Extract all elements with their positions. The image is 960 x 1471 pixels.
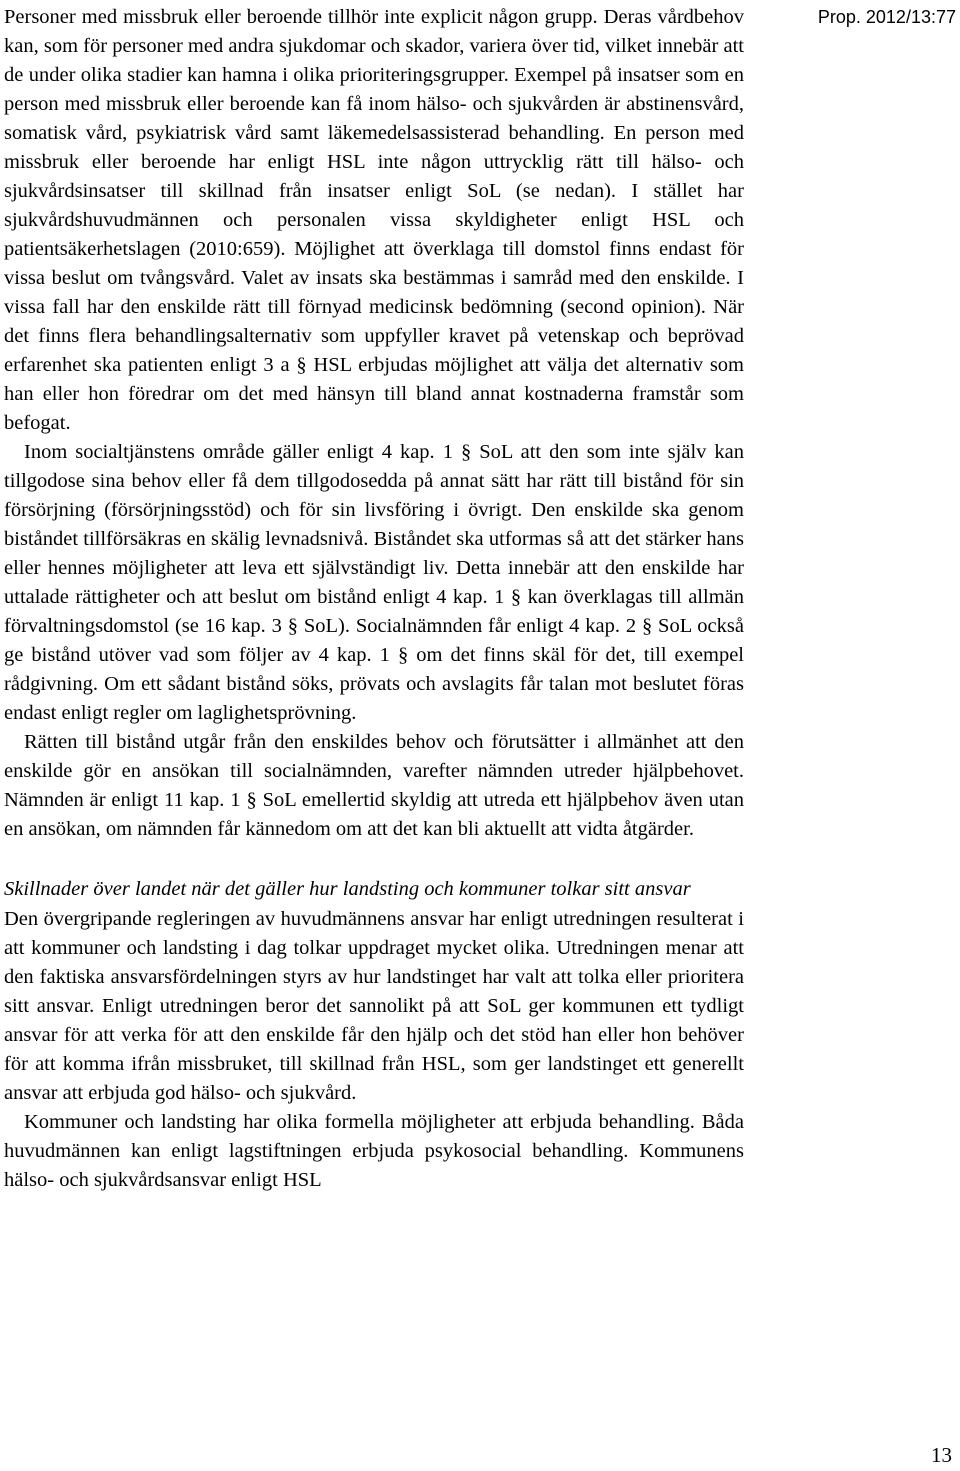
body-paragraph: Rätten till bistånd utgår från den enskildes behov och förutsätter i allmänhet att den enskilde gör en ansökan till socialnämnden, varefter nämnden utreder hjälpbehovet. Nämnden är enligt 11 kap. 1 § SoL emellertid skyldig att utreda ett hjälpbehov även utan en ansökan, om nämnden får kännedom om att det kan bli aktuellt att vidta åtgärder. [4, 731, 744, 840]
body-paragraph: Personer med missbruk eller beroende tillhör inte explicit någon grupp. Deras vårdbehov kan, som för personer med andra sjukdomar och skador, variera över tid, vilket innebär att de under olika stadier kan hamna i olika prioriteringsgrupper. Exempel på insatser som en person med missbruk eller beroende kan få inom hälso- och sjukvården är abstinensvård, somatisk vård, psykiatrisk vård samt läkemedelsassisterad behandling. En person med missbruk eller beroende har enligt HSL inte någon uttrycklig rätt till hälso- och sjukvårdsinsatser till skillnad från insatser enligt SoL (se nedan). I stället har sjukvårdshuvudmännen och personalen vissa skyldigheter enligt HSL och patientsäkerhetslagen (2010:659). Möjlighet att överklaga till domstol finns endast för vissa beslut om tvångsvård. Valet av insats ska bestämmas i samråd med den enskilde. I vissa fall har den enskilde rätt till förnyad medicinsk bedömning (second opinion). När det finns flera behandlingsalternativ som uppfyller kravet på vetenskap och beprövad erfarenhet ska patienten enligt 3 a § HSL erbjudas möjlighet att välja det alternativ som han eller hon föredrar om det med hänsyn till bland annat kostnaderna framstår som befogat. [4, 6, 744, 434]
proposition-reference: Prop. 2012/13:77 [817, 7, 956, 27]
page-number: 13 [931, 1443, 952, 1467]
section-heading: Skillnader över landet när det gäller hur landsting och kommuner tolkar sitt ansvar [4, 878, 691, 900]
body-paragraph: Den övergripande regleringen av huvudmännens ansvar har enligt utredningen resulterat i att kommuner och landsting i dag tolkar uppdraget mycket olika. Utredningen menar att den faktiska ansvarsfördelningen styrs av hur landstinget har valt att tolka eller prioritera sitt ansvar. Enligt utredningen beror det sannolikt på att SoL ger kommunen ett tydligt ansvar för att verka för att den enskilde får den hjälp och det stöd han eller hon behöver för att komma ifrån missbruket, till skillnad från HSL, som ger landstinget ett generellt ansvar att erbjuda god hälso- och sjukvård. [4, 908, 744, 1104]
body-paragraph: Kommuner och landsting har olika formella möjligheter att erbjuda behandling. Båda huvudmännen kan enligt lagstiftningen erbjuda psykosocial behandling. Kommunens hälso- och sjukvårdsansvar enligt HSL [4, 1111, 744, 1191]
body-text-column [4, 3, 744, 1195]
body-paragraph: Inom socialtjänstens område gäller enligt 4 kap. 1 § SoL att den som inte själv kan tillgodose sina behov eller få dem tillgodosedda på annat sätt har rätt till bistånd för sin försörjning (försörjningsstöd) och för sin livsföring i övrigt. Den enskilde ska genom biståndet tillförsäkras en skälig levnadsnivå. Biståndet ska utformas så att det stärker hans eller hennes möjligheter att leva ett självständigt liv. Detta innebär att den enskilde har uttalade rättigheter och att beslut om bistånd enligt 4 kap. 1 § kan överklagas till allmän förvaltningsdomstol (se 16 kap. 3 § SoL). Socialnämnden får enligt 4 kap. 2 § SoL också ge bistånd utöver vad som följer av 4 kap. 1 § om det finns skäl för det, till exempel rådgivning. Om ett sådant bistånd söks, prövats och avslagits får talan mot beslutet föras endast enligt regler om laglighetsprövning. [4, 441, 744, 724]
